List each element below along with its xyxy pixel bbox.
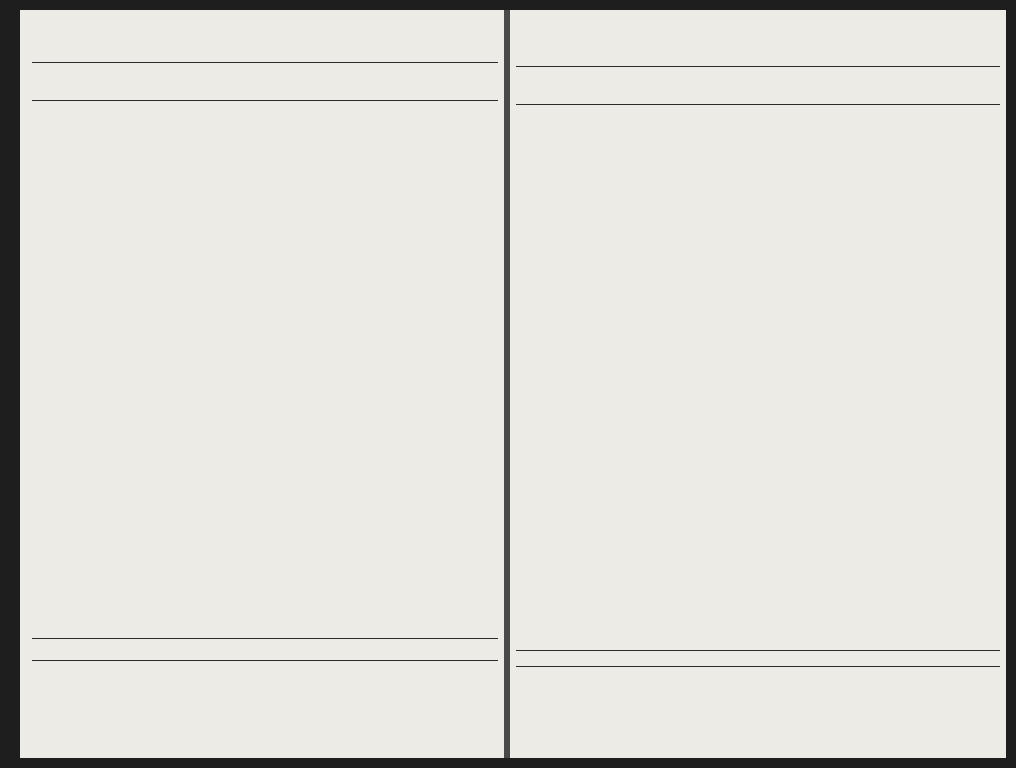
header-rule-right-bottom (516, 104, 1000, 105)
left-page (20, 10, 504, 758)
header-rule-right (516, 66, 1000, 67)
header-rule-bottom (32, 100, 498, 101)
right-page (510, 10, 1006, 758)
year-rule-right (516, 666, 1000, 667)
total-rule-right (516, 650, 1000, 651)
year-rule (32, 660, 498, 661)
total-rule (32, 638, 498, 639)
header-rule (32, 62, 498, 63)
